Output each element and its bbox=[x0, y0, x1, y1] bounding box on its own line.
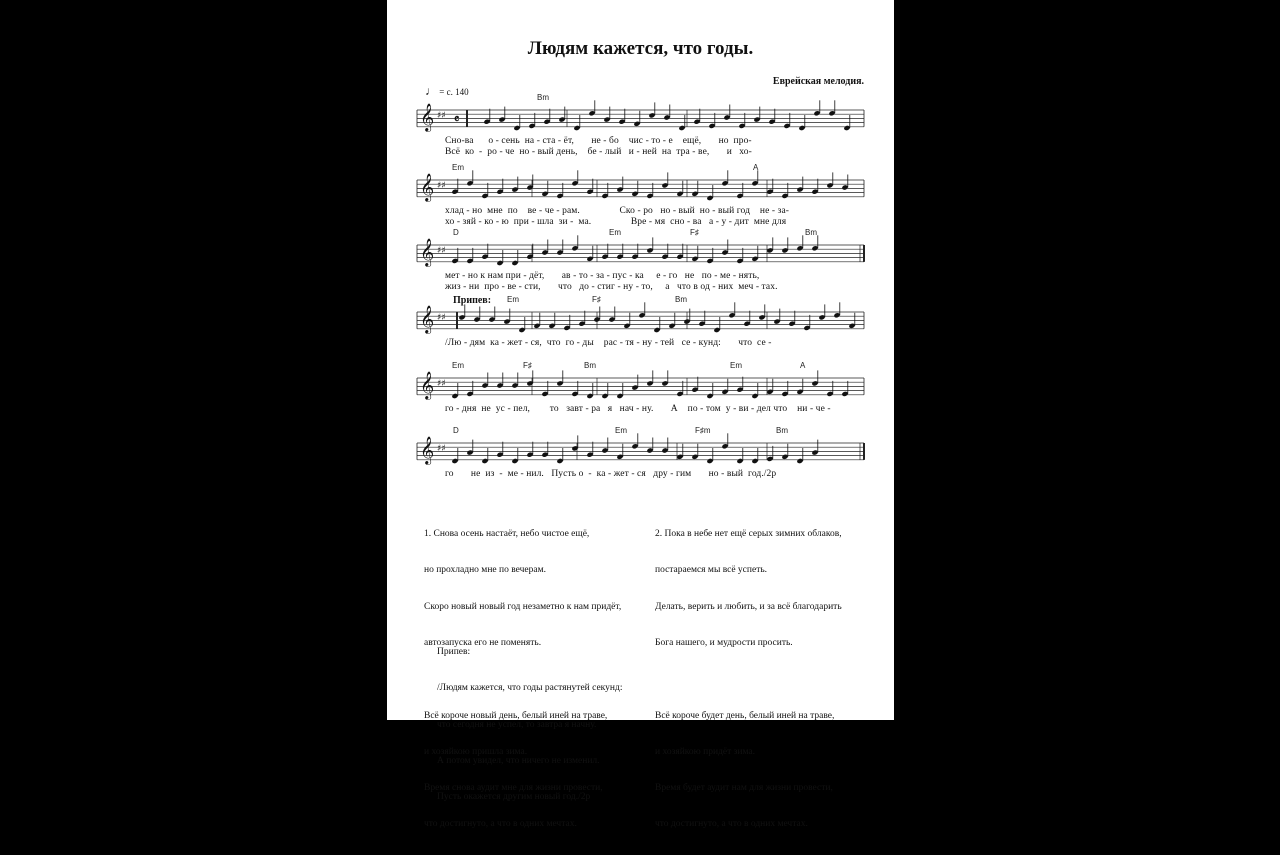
treble-clef-icon: 𝄞 bbox=[420, 305, 435, 333]
chord-symbol: Bm bbox=[675, 295, 687, 304]
verse-line: Всё короче новый день, белый иней на траве, bbox=[424, 710, 608, 721]
key-signature-icon: ♯♯ bbox=[437, 313, 446, 323]
verse-line: но прохладно мне по вечерам. bbox=[424, 565, 546, 576]
chord-symbol: A bbox=[800, 361, 806, 370]
chorus-line: А потом увидел, что ничего не изменил. bbox=[437, 756, 600, 767]
verses-right-column bbox=[655, 504, 842, 855]
chord-symbol: F♯m bbox=[695, 426, 711, 435]
verse-line: 2. Пока в небе нет ещё серых зимних облаков, bbox=[655, 529, 842, 540]
lyric-line: хо - зяй - ко - ю при - шла зи - ма. Вре - мя сно - ва а - у - дит мне для bbox=[445, 217, 787, 227]
chord-symbol: Em bbox=[730, 361, 742, 370]
chord-symbol: Em bbox=[452, 361, 464, 370]
chord-symbol: F♯ bbox=[592, 295, 601, 304]
verse-line: что достигнуто, а что в одних мечтах. bbox=[424, 819, 577, 830]
treble-clef-icon: 𝄞 bbox=[420, 173, 435, 201]
verse-line: Скоро новый новый год незаметно к нам придёт, bbox=[424, 601, 622, 612]
staff-system bbox=[417, 370, 864, 400]
chorus-line: /Людям кажется, что годы растянутей секунд: bbox=[437, 683, 623, 694]
lyric-line: го - дня не ус - пел, то завт - ра я нач - ну. А по - том у - ви - дел что ни - че - bbox=[445, 404, 831, 414]
chord-symbol: Bm bbox=[776, 426, 788, 435]
chord-symbol: Bm bbox=[805, 228, 817, 237]
verse-line: Бога нашего, и мудрости просить. bbox=[655, 638, 793, 649]
chord-symbol: Em bbox=[507, 295, 519, 304]
verse-line: Время будет аудит нам для жизни провести, bbox=[655, 783, 833, 794]
staff-system bbox=[417, 235, 864, 267]
tempo-value: = с. 140 bbox=[439, 87, 469, 97]
lyric-line: жиз - ни про - ве - сти, что до - стиг - ну - то, а что в од - них меч - тах. bbox=[445, 282, 778, 292]
chord-symbol: Em bbox=[609, 228, 621, 237]
key-signature-icon: ♯♯ bbox=[437, 181, 446, 191]
lyric-line: /Лю - дям ка - жет - ся, что го - ды рас - тя - ну - тей се - кунд: что се - bbox=[445, 338, 772, 348]
lyric-line: хлад - но мне по ве - че - рам. Ско - ро но - вый но - вый год не - за- bbox=[445, 206, 790, 216]
chord-symbol: Em bbox=[452, 163, 464, 172]
song-title: Людям кажется, что годы. bbox=[527, 38, 754, 59]
refrain-label: Припев: bbox=[453, 295, 492, 306]
lyric-line: мет - но к нам при - дёт, ав - то - за - пус - ка е - го не по - ме - нять, bbox=[445, 271, 760, 281]
chord-symbol: Bm bbox=[537, 93, 549, 102]
verse-line bbox=[655, 673, 842, 685]
staff-system bbox=[417, 170, 864, 202]
treble-clef-icon: 𝄞 bbox=[420, 103, 435, 131]
chord-symbol: A bbox=[753, 163, 759, 172]
staff-system bbox=[417, 302, 864, 334]
melody-origin: Еврейская мелодия. bbox=[772, 76, 864, 87]
key-signature-icon: ♯♯ bbox=[437, 111, 446, 121]
treble-clef-icon: 𝄞 bbox=[420, 238, 435, 266]
quarter-note-icon: ♩ bbox=[425, 84, 437, 98]
sheet-music-page bbox=[387, 0, 894, 830]
chord-symbol: Bm bbox=[584, 361, 596, 370]
time-signature-icon: 𝄴 bbox=[454, 112, 460, 126]
chord-symbol: D bbox=[453, 228, 459, 237]
key-signature-icon: ♯♯ bbox=[437, 444, 446, 454]
chord-symbol: Em bbox=[615, 426, 627, 435]
chord-symbol: F♯ bbox=[523, 361, 532, 370]
verse-line: автозапуска его не поменять. bbox=[424, 638, 542, 649]
staff-system bbox=[417, 433, 864, 465]
verse-line: постараемся мы всё успеть. bbox=[655, 565, 768, 576]
verse-line: Время снова аудит мне для жизни провести, bbox=[424, 783, 603, 794]
lyric-line: Сно-ва о - сень на - ста - ёт, не - бо чис - то - е ещё, но про- bbox=[445, 136, 752, 146]
key-signature-icon: ♯♯ bbox=[437, 379, 446, 389]
chorus-line: Припев: bbox=[437, 647, 471, 658]
chorus-line: Пусть окажется другим новый год./2р bbox=[437, 792, 591, 803]
verse-line: Делать, верить и любить, и за всё благодарить bbox=[655, 601, 842, 612]
staff-system bbox=[417, 100, 864, 132]
chorus-line: что сегодня не успел, то завтра я начну. bbox=[437, 719, 597, 730]
verse-line: и хозяйкою пришла зима. bbox=[424, 746, 528, 757]
verse-line: что достигнуто, а что в одних мечтах. bbox=[655, 819, 808, 830]
verse-line: 1. Снова осень настаёт, небо чистое ещё, bbox=[424, 529, 590, 540]
key-signature-icon: ♯♯ bbox=[437, 246, 446, 256]
chord-symbol: F♯ bbox=[690, 228, 699, 237]
treble-clef-icon: 𝄞 bbox=[420, 371, 435, 399]
verse-line: Всё короче будет день, белый иней на траве, bbox=[655, 710, 835, 721]
treble-clef-icon: 𝄞 bbox=[420, 436, 435, 464]
verse-line: и хозяйкою придёт зима. bbox=[655, 746, 756, 757]
lyric-line: го не из - ме - нил. Пусть о - ка - жет - ся дру - гим но - вый год./2р bbox=[445, 469, 777, 479]
chord-symbol: D bbox=[453, 426, 459, 435]
lyric-line: Всё ко - ро - че но - вый день, бе - лый и - ней на тра - ве, и хо- bbox=[445, 147, 752, 157]
chorus-text-block bbox=[437, 622, 622, 828]
